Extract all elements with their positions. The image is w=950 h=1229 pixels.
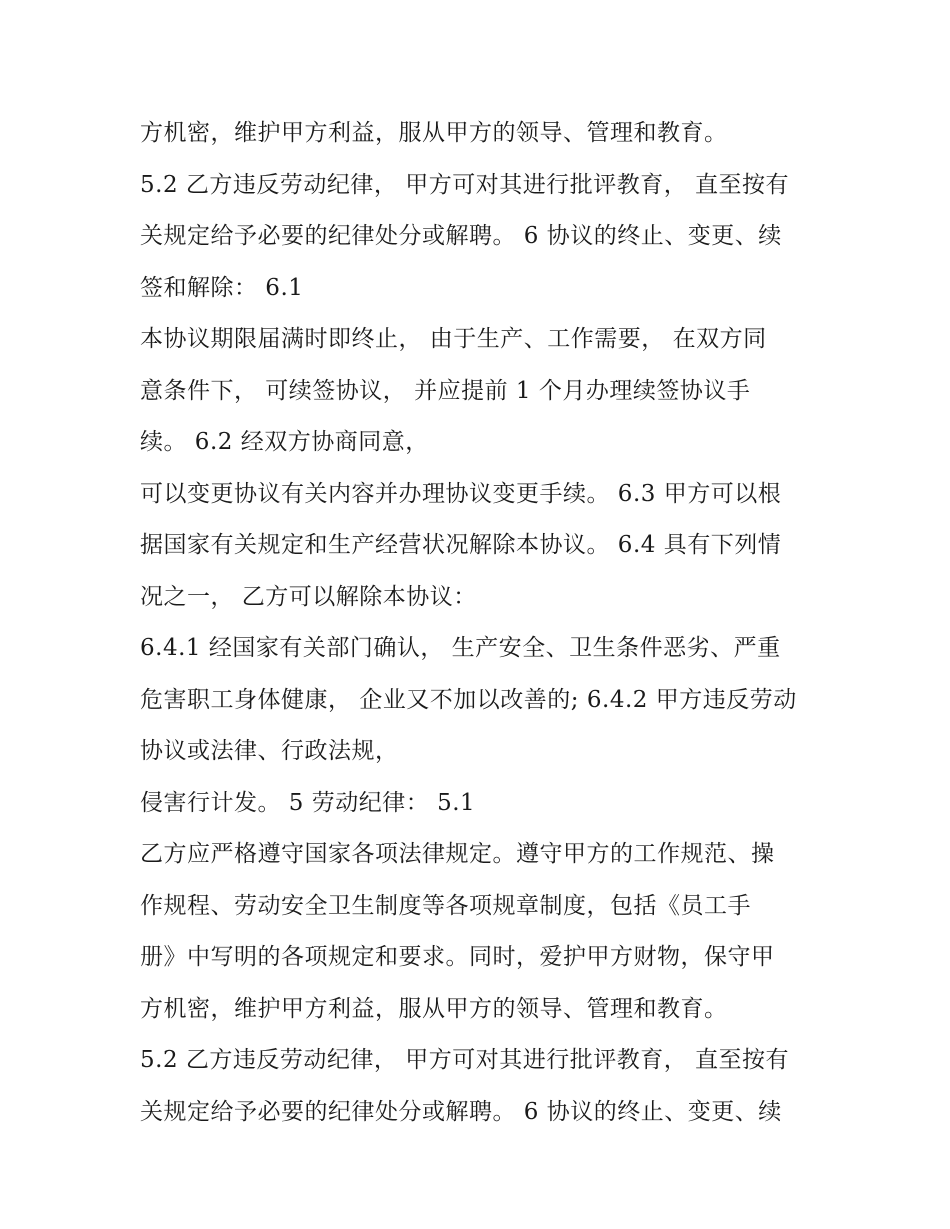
text-line-8: 可以变更协议有关内容并办理协议变更手续。 6.3 甲方可以根	[140, 480, 782, 507]
text-line-20: 关规定给予必要的纪律处分或解聘。 6 协议的终止、变更、续	[140, 1098, 782, 1125]
text-line-14: 侵害行计发。 5 劳动纪律： 5.1	[140, 789, 476, 816]
text-line-13: 协议或法律、行政法规，	[140, 738, 399, 764]
text-line-16: 作规程、劳动安全卫生制度等各项规章制度，包括《员工手	[140, 892, 751, 919]
text-line-2: 5.2 乙方违反劳动纪律， 甲方可对其进行批评教育， 直至按有	[140, 171, 790, 198]
text-line-12: 危害职工身体健康， 企业又不加以改善的; 6.4.2 甲方违反劳动	[140, 686, 797, 713]
text-line-10: 况之一， 乙方可以解除本协议：	[140, 583, 477, 610]
document-body	[140, 108, 820, 1138]
text-line-1: 方机密，维护甲方利益，服从甲方的领导、管理和教育。	[140, 120, 728, 146]
text-line-3: 关规定给予必要的纪律处分或解聘。 6 协议的终止、变更、续	[140, 223, 782, 249]
text-line-6: 意条件下， 可续签协议， 并应提前 1 个月办理续签协议手	[140, 377, 751, 404]
text-line-11: 6.4.1 经国家有关部门确认， 生产安全、卫生条件恶劣、严重	[140, 635, 781, 661]
text-line-7: 续。 6.2 经双方协商同意，	[140, 429, 429, 455]
text-line-17: 册》中写明的各项规定和要求。同时，爱护甲方财物，保守甲	[140, 944, 775, 970]
text-line-15: 乙方应严格遵守国家各项法律规定。遵守甲方的工作规范、操	[140, 841, 775, 867]
text-line-18: 方机密，维护甲方利益，服从甲方的领导、管理和教育。	[140, 995, 728, 1022]
text-line-9: 据国家有关规定和生产经营状况解除本协议。 6.4 具有下列情	[140, 532, 782, 558]
text-line-19: 5.2 乙方违反劳动纪律， 甲方可对其进行批评教育， 直至按有	[140, 1047, 790, 1073]
text-line-4: 签和解除： 6.1	[140, 274, 304, 301]
text-line-5: 本协议期限届满时即终止， 由于生产、工作需要， 在双方同	[140, 326, 767, 352]
